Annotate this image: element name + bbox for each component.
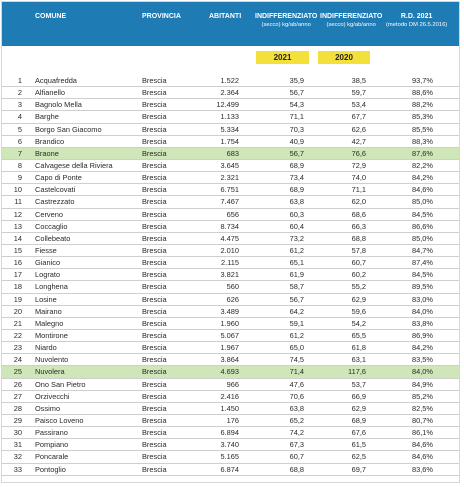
row-number: 25 <box>13 367 22 377</box>
header-indiff-2020-title: INDIFFERENZIATO <box>320 13 383 20</box>
header-indifferenziato-2021 <box>255 12 317 30</box>
row-number: 27 <box>13 391 22 401</box>
abitanti-cell: 1.133 <box>220 112 239 122</box>
row-number: 30 <box>13 428 22 438</box>
row-number: 31 <box>13 440 22 450</box>
rd-2021-cell: 84,2% <box>412 343 433 353</box>
abitanti-cell: 1.960 <box>220 318 239 328</box>
indiff-2021-cell: 54,3 <box>289 100 304 110</box>
row-number: 15 <box>13 245 22 255</box>
abitanti-cell: 683 <box>226 148 239 158</box>
indiff-2020-cell: 71,1 <box>351 185 366 195</box>
rd-2021-cell: 93,7% <box>412 76 433 85</box>
table-row <box>2 257 459 269</box>
abitanti-cell: 3.821 <box>220 270 239 280</box>
indiff-2020-cell: 42,7 <box>351 136 366 146</box>
provincia-cell: Brescia <box>142 428 167 438</box>
rd-2021-cell: 88,3% <box>412 136 433 146</box>
indiff-2021-cell: 74,5 <box>289 355 304 365</box>
comune-cell: Montirone <box>35 330 68 340</box>
rd-2021-cell: 85,0% <box>412 233 433 243</box>
provincia-cell: Brescia <box>142 148 167 158</box>
comune-cell: Pontoglio <box>35 464 66 474</box>
abitanti-cell: 4.475 <box>220 233 239 243</box>
indiff-2020-cell: 57,8 <box>351 245 366 255</box>
header-rd-title: R.D. 2021 <box>400 13 433 20</box>
comune-cell: Mairano <box>35 306 62 316</box>
table-row <box>2 87 459 99</box>
indiff-2021-cell: 35,9 <box>289 76 304 85</box>
header-abitanti: ABITANTI <box>209 13 242 20</box>
provincia-cell: Brescia <box>142 415 167 425</box>
comune-cell: Braone <box>35 148 59 158</box>
provincia-cell: Brescia <box>142 343 167 353</box>
indiff-2021-cell: 71,4 <box>289 367 304 377</box>
abitanti-cell: 4.693 <box>220 367 239 377</box>
abitanti-cell: 1.522 <box>220 76 239 85</box>
provincia-cell: Brescia <box>142 355 167 365</box>
indiff-2021-cell: 56,7 <box>289 88 304 98</box>
rd-2021-cell: 83,8% <box>412 318 433 328</box>
comune-cell: Paisco Loveno <box>35 415 84 425</box>
row-number: 29 <box>13 415 22 425</box>
abitanti-cell: 6.894 <box>220 428 239 438</box>
indiff-2020-cell: 60,2 <box>351 270 366 280</box>
indiff-2021-cell: 47,6 <box>289 379 304 389</box>
table-row <box>2 330 459 342</box>
provincia-cell: Brescia <box>142 88 167 98</box>
rd-2021-cell: 84,2% <box>412 173 433 183</box>
row-number: 9 <box>17 173 22 183</box>
indiff-2020-cell: 59,6 <box>351 306 366 316</box>
row-number: 20 <box>13 306 22 316</box>
indiff-2020-cell: 62,6 <box>351 124 366 134</box>
indiff-2020-cell: 117,6 <box>348 367 366 377</box>
indiff-2020-cell: 59,7 <box>351 88 366 98</box>
indiff-2021-cell: 67,3 <box>289 440 304 450</box>
indiff-2021-cell: 59,1 <box>289 318 304 328</box>
rd-2021-cell: 87,4% <box>412 258 433 268</box>
row-number: 4 <box>17 112 22 122</box>
rd-2021-cell: 86,1% <box>412 428 433 438</box>
table-body <box>2 75 459 476</box>
provincia-cell: Brescia <box>142 245 167 255</box>
table-row <box>2 342 459 354</box>
abitanti-cell: 8.734 <box>220 221 239 231</box>
indiff-2020-cell: 62,9 <box>351 403 366 413</box>
indiff-2020-cell: 62,0 <box>351 197 366 207</box>
provincia-cell: Brescia <box>142 112 167 122</box>
abitanti-cell: 3.740 <box>220 440 239 450</box>
provincia-cell: Brescia <box>142 379 167 389</box>
provincia-cell: Brescia <box>142 76 167 85</box>
comune-cell: Alfianello <box>35 88 65 98</box>
abitanti-cell: 2.010 <box>220 245 239 255</box>
header-indiff-2020-unit: (secco) kg/ab/anno <box>326 22 376 28</box>
table-row <box>2 111 459 123</box>
provincia-cell: Brescia <box>142 258 167 268</box>
indiff-2020-cell: 65,5 <box>351 330 366 340</box>
provincia-cell: Brescia <box>142 124 167 134</box>
table-row <box>2 403 459 415</box>
abitanti-cell: 656 <box>226 209 239 219</box>
indiff-2021-cell: 68,9 <box>289 185 304 195</box>
indiff-2021-cell: 68,8 <box>289 464 304 474</box>
table-row <box>2 379 459 391</box>
rd-2021-cell: 80,7% <box>412 415 433 425</box>
provincia-cell: Brescia <box>142 136 167 146</box>
rd-2021-cell: 84,6% <box>412 452 433 462</box>
provincia-cell: Brescia <box>142 185 167 195</box>
indiff-2020-cell: 67,7 <box>351 112 366 122</box>
comune-cell: Calvagese della Riviera <box>35 160 113 170</box>
indiff-2021-cell: 63,8 <box>289 403 304 413</box>
comune-cell: Passirano <box>35 428 68 438</box>
comune-cell: Barghe <box>35 112 59 122</box>
indiff-2020-cell: 66,9 <box>351 391 366 401</box>
table-row <box>2 391 459 403</box>
table-row <box>2 464 459 476</box>
rd-2021-cell: 84,0% <box>412 306 433 316</box>
rd-2021-cell: 84,5% <box>412 270 433 280</box>
indiff-2020-cell: 66,3 <box>351 221 366 231</box>
table-row <box>2 233 459 245</box>
table-row <box>2 269 459 281</box>
rd-2021-cell: 82,2% <box>412 160 433 170</box>
rd-2021-cell: 83,0% <box>412 294 433 304</box>
indiff-2020-cell: 76,6 <box>351 148 366 158</box>
table-row <box>2 221 459 233</box>
abitanti-cell: 2.321 <box>220 173 239 183</box>
table-row <box>2 184 459 196</box>
comune-cell: Orzivecchi <box>35 391 70 401</box>
row-number: 16 <box>13 258 22 268</box>
comune-cell: Nuvolera <box>35 367 65 377</box>
header-indiff-2021-title: INDIFFERENZIATO <box>255 13 318 20</box>
rd-2021-cell: 88,2% <box>412 100 433 110</box>
header-comune: COMUNE <box>35 13 67 20</box>
row-number: 1 <box>17 76 22 85</box>
indiff-2020-cell: 63,1 <box>351 355 366 365</box>
abitanti-cell: 1.450 <box>220 403 239 413</box>
rd-2021-cell: 86,6% <box>412 221 433 231</box>
abitanti-cell: 3.489 <box>220 306 239 316</box>
indiff-2020-cell: 68,9 <box>351 415 366 425</box>
abitanti-cell: 6.874 <box>220 464 239 474</box>
row-number: 32 <box>13 452 22 462</box>
provincia-cell: Brescia <box>142 452 167 462</box>
comune-cell: Niardo <box>35 343 57 353</box>
indiff-2021-cell: 56,7 <box>289 294 304 304</box>
indiff-2021-cell: 71,1 <box>289 112 304 122</box>
table-row <box>2 209 459 221</box>
provincia-cell: Brescia <box>142 464 167 474</box>
indiff-2021-cell: 40,9 <box>289 136 304 146</box>
row-number: 10 <box>13 185 22 195</box>
comune-cell: Malegno <box>35 318 64 328</box>
row-number: 18 <box>13 282 22 292</box>
indiff-2021-cell: 68,9 <box>289 160 304 170</box>
row-number: 22 <box>13 330 22 340</box>
indiff-2021-cell: 60,4 <box>289 221 304 231</box>
comune-cell: Lograto <box>35 270 61 280</box>
abitanti-cell: 2.115 <box>221 258 239 268</box>
indiff-2020-cell: 53,7 <box>351 379 366 389</box>
rd-2021-cell: 84,7% <box>412 245 433 255</box>
comune-cell: Ossimo <box>35 403 61 413</box>
indiff-2021-cell: 70,3 <box>289 124 304 134</box>
row-number: 14 <box>13 233 22 243</box>
comune-cell: Coccaglio <box>35 221 68 231</box>
rd-2021-cell: 86,9% <box>412 330 433 340</box>
year-label-2020: 2020 <box>318 51 370 64</box>
table-row <box>2 160 459 172</box>
table-row <box>2 124 459 136</box>
table-row <box>2 245 459 257</box>
table-row <box>2 136 459 148</box>
row-number: 24 <box>13 355 22 365</box>
comune-cell: Borgo San Giacomo <box>35 124 102 134</box>
rd-2021-cell: 83,6% <box>412 464 433 474</box>
row-number: 13 <box>13 221 22 231</box>
abitanti-cell: 5.334 <box>220 124 239 134</box>
abitanti-cell: 12.499 <box>216 100 239 110</box>
table-row <box>2 306 459 318</box>
indiff-2021-cell: 74,2 <box>289 428 304 438</box>
indiff-2020-cell: 67,6 <box>351 428 366 438</box>
table-row <box>2 354 459 366</box>
abitanti-cell: 1.967 <box>220 343 239 353</box>
comune-cell: Losine <box>35 294 57 304</box>
table-row <box>2 75 459 87</box>
indiff-2020-cell: 38,5 <box>351 76 366 85</box>
header-provincia: PROVINCIA <box>142 13 181 20</box>
rd-2021-cell: 82,5% <box>412 403 433 413</box>
comune-cell: Collebeato <box>35 233 71 243</box>
provincia-cell: Brescia <box>142 282 167 292</box>
indiff-2021-cell: 70,6 <box>289 391 304 401</box>
header-indiff-2021-unit: (secco) kg/ab/anno <box>261 22 311 28</box>
rd-2021-cell: 84,6% <box>412 185 433 195</box>
comune-cell: Acquafredda <box>35 76 77 85</box>
indiff-2021-cell: 61,9 <box>289 270 304 280</box>
provincia-cell: Brescia <box>142 318 167 328</box>
comune-cell: Capo di Ponte <box>35 173 82 183</box>
rd-2021-cell: 88,6% <box>412 88 433 98</box>
indiff-2020-cell: 72,9 <box>351 160 366 170</box>
header-indifferenziato-2020 <box>320 12 382 30</box>
table-row <box>2 99 459 111</box>
indiff-2021-cell: 64,2 <box>289 306 304 316</box>
rd-2021-cell: 85,0% <box>412 197 433 207</box>
row-number: 28 <box>13 403 22 413</box>
comune-cell: Cerveno <box>35 209 63 219</box>
table-row <box>2 427 459 439</box>
provincia-cell: Brescia <box>142 440 167 450</box>
row-number: 19 <box>13 294 22 304</box>
indiff-2020-cell: 54,2 <box>351 318 366 328</box>
row-number: 33 <box>13 464 22 474</box>
rd-2021-cell: 87,6% <box>412 148 433 158</box>
abitanti-cell: 2.416 <box>220 391 239 401</box>
abitanti-cell: 5.165 <box>220 452 239 462</box>
table-row <box>2 415 459 427</box>
indiff-2020-cell: 69,7 <box>351 464 366 474</box>
provincia-cell: Brescia <box>142 270 167 280</box>
indiff-2021-cell: 73,2 <box>289 233 304 243</box>
indiff-2021-cell: 73,4 <box>289 173 304 183</box>
indiff-2021-cell: 65,0 <box>289 343 304 353</box>
table-row <box>2 172 459 184</box>
table-row <box>2 318 459 330</box>
row-number: 8 <box>17 160 22 170</box>
rd-2021-cell: 85,3% <box>412 112 433 122</box>
rd-2021-cell: 84,9% <box>412 379 433 389</box>
indiff-2021-cell: 58,7 <box>289 282 304 292</box>
indiff-2021-cell: 56,7 <box>289 148 304 158</box>
indiff-2020-cell: 53,4 <box>351 100 366 110</box>
provincia-cell: Brescia <box>142 294 167 304</box>
indiff-2021-cell: 61,2 <box>289 330 304 340</box>
comune-cell: Nuvolento <box>35 355 69 365</box>
abitanti-cell: 7.467 <box>220 197 239 207</box>
row-number: 6 <box>17 136 22 146</box>
indiff-2020-cell: 61,5 <box>351 440 366 450</box>
indiff-2020-cell: 62,9 <box>351 294 366 304</box>
provincia-cell: Brescia <box>142 197 167 207</box>
table-row <box>2 366 459 378</box>
comune-cell: Longhena <box>35 282 68 292</box>
abitanti-cell: 560 <box>226 282 239 292</box>
provincia-cell: Brescia <box>142 306 167 316</box>
indiff-2021-cell: 63,8 <box>289 197 304 207</box>
table-header <box>2 2 459 46</box>
rd-2021-cell: 84,0% <box>412 367 433 377</box>
provincia-cell: Brescia <box>142 160 167 170</box>
abitanti-cell: 1.754 <box>220 136 239 146</box>
indiff-2020-cell: 61,8 <box>351 343 366 353</box>
rd-2021-cell: 84,5% <box>412 209 433 219</box>
indiff-2021-cell: 65,1 <box>289 258 304 268</box>
abitanti-cell: 3.864 <box>220 355 239 365</box>
rd-2021-cell: 85,2% <box>412 391 433 401</box>
comune-cell: Poncarale <box>35 452 69 462</box>
abitanti-cell: 966 <box>226 379 239 389</box>
indiff-2020-cell: 62,5 <box>351 452 366 462</box>
row-number: 2 <box>17 88 22 98</box>
row-number: 21 <box>13 318 22 328</box>
row-number: 3 <box>17 100 22 110</box>
table-row <box>2 439 459 451</box>
comune-cell: Brandico <box>35 136 65 146</box>
indiff-2020-cell: 68,6 <box>351 209 366 219</box>
abitanti-cell: 2.364 <box>220 88 239 98</box>
abitanti-cell: 176 <box>226 415 239 425</box>
header-rd-method: (metodo DM 26.5.2016) <box>386 22 448 28</box>
row-number: 23 <box>13 343 22 353</box>
comune-cell: Castrezzato <box>35 197 75 207</box>
abitanti-cell: 626 <box>226 294 239 304</box>
comune-cell: Bagnolo Mella <box>35 100 82 110</box>
provincia-cell: Brescia <box>142 233 167 243</box>
table-row <box>2 451 459 463</box>
row-number: 26 <box>13 379 22 389</box>
row-number: 5 <box>17 124 22 134</box>
indiff-2020-cell: 60,7 <box>351 258 366 268</box>
indiff-2021-cell: 60,7 <box>289 452 304 462</box>
provincia-cell: Brescia <box>142 391 167 401</box>
rd-2021-cell: 84,6% <box>412 440 433 450</box>
indiff-2020-cell: 55,2 <box>351 282 366 292</box>
abitanti-cell: 6.751 <box>220 185 239 195</box>
indiff-2020-cell: 68,8 <box>351 233 366 243</box>
table-row <box>2 281 459 293</box>
table-row <box>2 148 459 160</box>
provincia-cell: Brescia <box>142 209 167 219</box>
header-rd-2021 <box>386 12 447 30</box>
provincia-cell: Brescia <box>142 100 167 110</box>
abitanti-cell: 5.067 <box>220 330 239 340</box>
comune-cell: Pompiano <box>35 440 69 450</box>
provincia-cell: Brescia <box>142 403 167 413</box>
table-row <box>2 196 459 208</box>
provincia-cell: Brescia <box>142 173 167 183</box>
row-number: 17 <box>13 270 22 280</box>
row-number: 11 <box>14 197 22 207</box>
provincia-cell: Brescia <box>142 330 167 340</box>
abitanti-cell: 3.645 <box>220 160 239 170</box>
comune-cell: Fiesse <box>35 245 57 255</box>
indiff-2021-cell: 60,3 <box>289 209 304 219</box>
indiff-2021-cell: 65,2 <box>289 415 304 425</box>
row-number: 7 <box>17 148 22 158</box>
table-row <box>2 294 459 306</box>
provincia-cell: Brescia <box>142 221 167 231</box>
row-number: 12 <box>13 209 22 219</box>
comune-cell: Gianico <box>35 258 61 268</box>
comune-cell: Ono San Pietro <box>35 379 86 389</box>
comune-cell: Castelcovati <box>35 185 76 195</box>
indiff-2021-cell: 61,2 <box>289 245 304 255</box>
table-frame <box>1 1 460 483</box>
rd-2021-cell: 89,5% <box>412 282 433 292</box>
provincia-cell: Brescia <box>142 367 167 377</box>
year-label-2021: 2021 <box>256 51 309 64</box>
indiff-2020-cell: 74,0 <box>351 173 366 183</box>
rd-2021-cell: 83,5% <box>412 355 433 365</box>
rd-2021-cell: 85,5% <box>412 124 433 134</box>
